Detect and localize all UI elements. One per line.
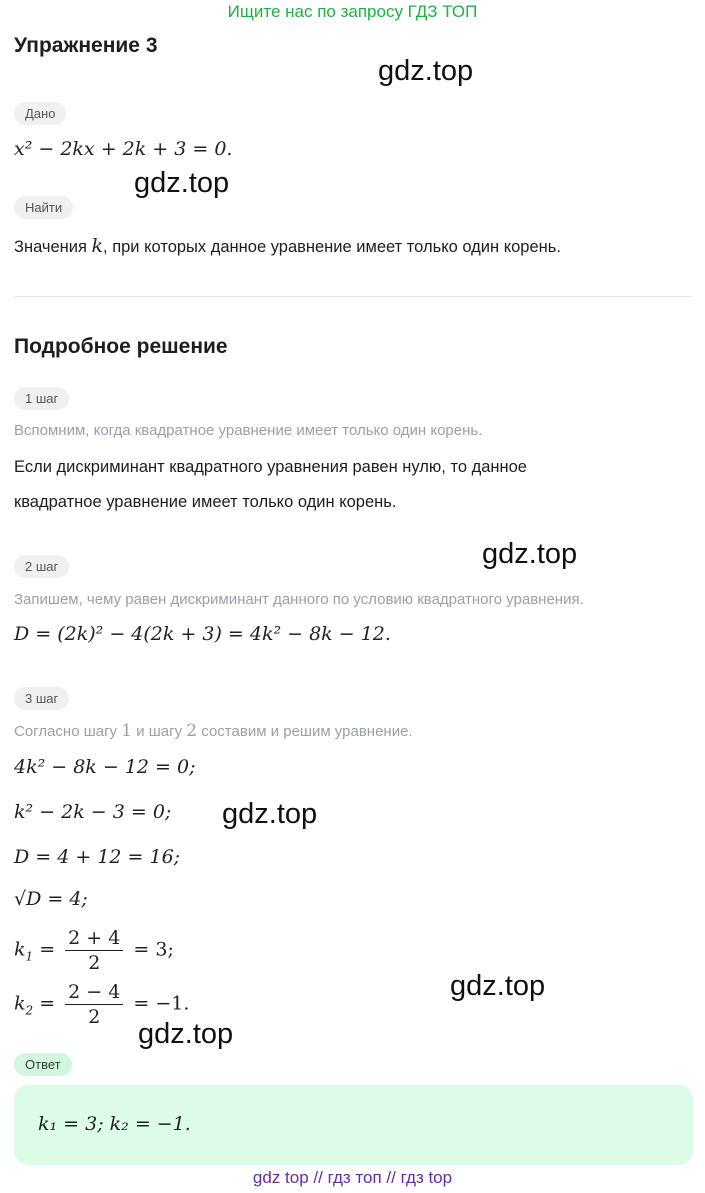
solution-title: Подробное решение (14, 335, 228, 358)
k1-numerator: 2 + 4 (65, 926, 123, 951)
k2-result: = −1. (133, 992, 190, 1015)
equation-line: k² − 2k − 3 = 0; (14, 801, 172, 823)
step-label: 2 шаг (14, 555, 69, 578)
hint-number: 2 (186, 721, 198, 741)
section-divider (14, 296, 692, 297)
given-label: Дано (14, 102, 66, 125)
hint-number: 1 (121, 721, 133, 741)
equation-line: 4k² − 8k − 12 = 0; (14, 756, 196, 778)
find-text-before: Значения (14, 238, 92, 256)
step-label: 1 шаг (14, 387, 69, 410)
watermark: gdz.top (138, 1018, 234, 1050)
step-hint: Вспомним, когда квадратное уравнение имеет только один корень. (14, 422, 483, 439)
exercise-title: Упражнение 3 (14, 34, 158, 57)
k1-result: = 3; (133, 938, 174, 961)
hint-part: составим и решим уравнение. (197, 723, 413, 740)
find-variable: k (91, 235, 104, 257)
answer-label: Ответ (14, 1053, 72, 1076)
watermark: gdz.top (134, 167, 230, 199)
watermark: gdz.top (482, 538, 578, 570)
k1-denominator: 2 (88, 952, 101, 974)
k2-solution: $k_2$ = $\frac{2 - 4}{2}$ = −1. (14, 981, 190, 1028)
equation-line: √D = 4; (14, 888, 88, 910)
step-hint: Запишем, чему равен дискриминант данного по условию квадратного уравнения. (14, 591, 584, 608)
step-label: 3 шаг (14, 687, 69, 710)
discriminant-formula: D = (2k)² − 4(2k + 3) = 4k² − 8k − 12. (14, 623, 391, 645)
search-banner: Ищите нас по запросу ГДЗ ТОП (227, 2, 478, 21)
equation-line: D = 4 + 12 = 16; (14, 846, 181, 868)
k2-fraction (65, 980, 123, 1029)
k2-denominator: 2 (88, 1006, 101, 1028)
watermark: gdz.top (450, 970, 546, 1002)
watermark: gdz.top (378, 55, 474, 87)
step-text: квадратное уравнение имеет только один корень. (14, 493, 397, 511)
hint-part: и шагу (132, 723, 187, 740)
k1-fraction (65, 926, 123, 975)
find-text (14, 235, 561, 257)
step-hint (14, 721, 413, 741)
answer-value: k₁ = 3; k₂ = −1. (38, 1113, 191, 1135)
hint-part: Согласно шагу (14, 723, 122, 740)
find-label: Найти (14, 196, 73, 219)
k2-numerator: 2 − 4 (65, 980, 123, 1005)
find-text-after: , при которых данное уравнение имеет только один корень. (103, 238, 561, 256)
step-text: Если дискриминант квадратного уравнения равен нулю, то данное (14, 458, 527, 476)
watermark: gdz.top (222, 798, 318, 830)
given-equation: x² − 2kx + 2k + 3 = 0. (14, 138, 233, 160)
k1-solution: $k_1$ = $\frac{2 + 4}{2}$ = 3; (14, 927, 174, 974)
footer-links[interactable]: gdz top // гдз топ // гдз top (252, 1168, 453, 1187)
